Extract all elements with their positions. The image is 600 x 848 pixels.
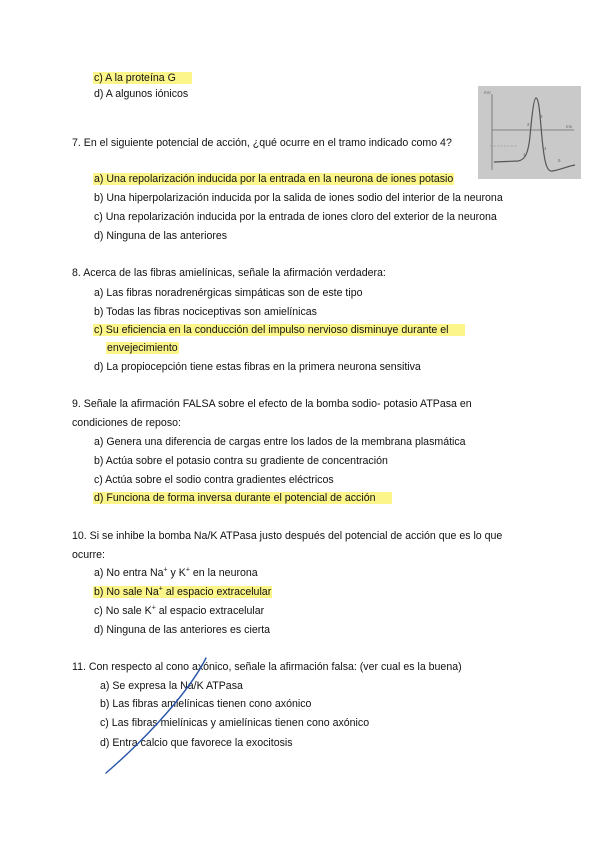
q10-option-a-text-3: en la neurona — [189, 567, 258, 579]
q9-option-b: b) Actúa sobre el potasio contra su gradiente de concentración — [94, 455, 388, 467]
q10-option-c-text-2: al espacio extracelular — [155, 605, 265, 617]
q11-stem: 11. Con respecto al cono axónico, señale la afirmación falsa: (ver cual es la buena) — [72, 661, 462, 673]
q10-option-c — [94, 604, 264, 618]
graph-label-3: 3 — [540, 114, 543, 119]
q11-option-a: a) Se expresa la Na/K ATPasa — [100, 680, 243, 692]
graph-label-5: 5 — [558, 158, 561, 163]
q10-option-a-sup-1: + — [163, 566, 168, 574]
q7-option-b: b) Una hiperpolarización inducida por la salida de iones sodio del interior de la neurona — [94, 192, 503, 204]
q9-option-d — [94, 491, 392, 505]
q6-option-d: d) A algunos iónicos — [94, 88, 189, 100]
q8-option-a: a) Las fibras noradrenérgicas simpáticas son de este tipo — [94, 287, 363, 299]
q8-option-c-highlight: c) Su eficiencia en la conducción del impulso nervioso disminuye durante el — [93, 324, 465, 336]
q10-option-b-text-1: b) No sale Na — [94, 586, 159, 598]
q11-option-d: d) Entra calcio que favorece la exocitosis — [100, 737, 293, 749]
q10-option-b-text-2: al espacio extracelular — [162, 586, 272, 598]
q10-option-c-sup: + — [151, 604, 156, 612]
graph-label-2: 2 — [527, 122, 530, 127]
q10-option-b-highlight — [93, 586, 272, 598]
q10-option-d: d) Ninguna de las anteriores es cierta — [94, 624, 271, 636]
q8-option-d: d) La propiocepción tiene estas fibras en la primera neurona sensitiva — [94, 361, 421, 373]
q7-stem: 7. En el siguiente potencial de acción, ¿qué ocurre en el tramo indicado como 4? — [72, 137, 452, 149]
q10-stem-line2: ocurre: — [72, 549, 105, 561]
q11-option-b: b) Las fibras amielínicas tienen cono axónico — [100, 698, 312, 710]
q6-option-c — [94, 71, 192, 85]
graph-label-1: 1 — [523, 152, 526, 157]
q7-option-a-highlight: a) Una repolarización inducida por la entrada en la neurona de iones potasio — [94, 173, 454, 185]
q9-option-a: a) Genera una diferencia de cargas entre los lados de la membrana plasmática — [94, 436, 466, 448]
q10-option-a-text-2: y K — [167, 567, 186, 579]
q9-option-c: c) Actúa sobre el sodio contra gradientes eléctricos — [94, 474, 334, 486]
q7-option-c: c) Una repolarización inducida por la entrada de iones cloro del exterior de la neurona — [94, 211, 497, 223]
q10-option-a-sup-2: + — [185, 566, 190, 574]
graph-label-mv: mV — [484, 90, 491, 95]
graph-label-ms: ms — [566, 124, 572, 129]
q10-option-b-sup: + — [158, 585, 163, 593]
action-potential-graph — [478, 86, 581, 179]
q9-stem-line1: 9. Señale la afirmación FALSA sobre el efecto de la bomba sodio- potasio ATPasa en — [72, 398, 472, 410]
q8-option-b: b) Todas las fibras nociceptivas son amielínicas — [94, 306, 317, 318]
q11-option-c: c) Las fibras mielínicas y amielínicas tienen cono axónico — [100, 717, 370, 729]
graph-label-4: 4 — [544, 146, 547, 151]
q10-option-b — [94, 585, 272, 599]
q10-option-a — [94, 566, 258, 580]
q6-option-c-highlight: c) A la proteína G — [93, 72, 192, 84]
q7-option-d: d) Ninguna de las anteriores — [94, 230, 228, 242]
q8-stem: 8. Acerca de las fibras amielínicas, señale la afirmación verdadera: — [72, 267, 386, 279]
graph-background — [478, 86, 581, 179]
q8-option-c-continued — [107, 341, 179, 355]
q9-option-d-highlight: d) Funciona de forma inversa durante el potencial de acción — [93, 492, 392, 504]
q8-option-c-highlight-2: envejecimiento — [107, 342, 178, 354]
q7-option-a — [94, 172, 454, 186]
q10-option-c-text-1: c) No sale K — [94, 605, 152, 617]
q10-option-a-text-1: a) No entra Na — [94, 567, 164, 579]
q10-stem-line1: 10. Si se inhibe la bomba Na/K ATPasa justo después del potencial de acción que es lo que — [72, 530, 503, 542]
q9-stem-line2: condiciones de reposo: — [72, 417, 181, 429]
q8-option-c — [94, 323, 465, 337]
